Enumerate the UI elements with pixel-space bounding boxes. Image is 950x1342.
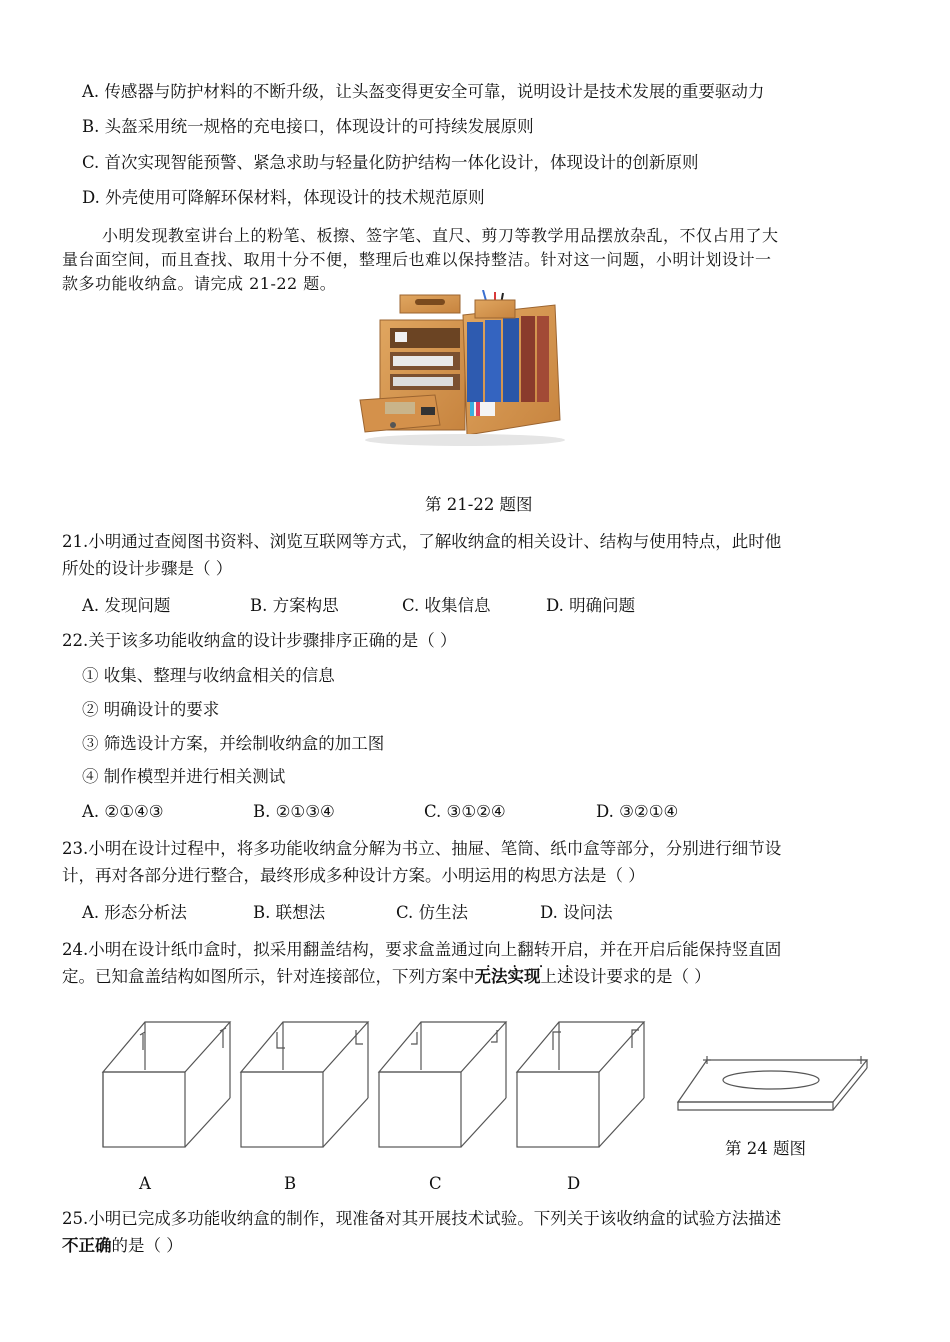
q22-step-2: ② 明确设计的要求 [82, 700, 220, 719]
q23-stem-line-2: 计，再对各部分进行整合，最终形成多种设计方案。小明运用的构思方法是（ ） [62, 866, 645, 885]
q23-stem-line-1: 23.小明在设计过程中，将多功能收纳盒分解为书立、抽屉、笔筒、纸巾盒等部分，分别进行细节设 [62, 839, 782, 858]
q24-stem-line-1 [62, 938, 781, 962]
q25-stem-line-1: 25.小明已完成多功能收纳盒的制作，现准备对其开展技术试验。下列关于该收纳盒的试验方法描述 [62, 1209, 782, 1228]
q23-option-d: D. 设问法 [540, 903, 613, 922]
q22-option-c: C. ③①②④ [424, 802, 506, 821]
q22-step-3: ③ 筛选设计方案，并绘制收纳盒的加工图 [82, 734, 385, 753]
q20-option-a: A. 传感器与防护材料的不断升级，让头盔变得更安全可靠，说明设计是技术发展的重要驱动力 [82, 82, 765, 101]
q23-option-c: C. 仿生法 [396, 903, 469, 922]
intro-line-2: 量台面空间，而且查找、取用十分不便，整理后也难以保持整洁。针对这一问题，小明计划设计一 [62, 250, 772, 269]
intro-line-3: 款多功能收纳盒。请完成 21-22 题。 [62, 274, 337, 293]
q20-option-c: C. 首次实现智能预警、紧急求助与轻量化防护结构一体化设计，体现设计的创新原则 [82, 153, 699, 172]
q24-line1-c: 转开启，并在开启后能保持竖直固 [533, 940, 782, 959]
figure-24-caption: 第 24 题图 [725, 1139, 806, 1158]
figure-24-label-d: D [567, 1174, 581, 1193]
q22-step-1: ① 收集、整理与收纳盒相关的信息 [82, 666, 335, 685]
q23-option-a: A. 形态分析法 [82, 903, 187, 922]
q20-option-b: B. 头盔采用统一规格的充电接口，体现设计的可持续发展原则 [82, 117, 534, 136]
figure-21-22-caption: 第 21-22 题图 [425, 495, 533, 514]
q20-option-d: D. 外壳使用可降解环保材料，体现设计的技术规范原则 [82, 188, 485, 207]
q25-stem-line-2 [62, 1234, 183, 1258]
q24-box-diagrams [95, 1010, 895, 1150]
intro-line-1: 小明发现教室讲台上的粉笔、板擦、签字笔、直尺、剪刀等教学用品摆放杂乱，不仅占用了大 [102, 226, 779, 245]
q24-line2-bold: 无法实现 [474, 967, 541, 986]
q24-stem-line-2 [62, 965, 711, 989]
box-c [379, 1022, 506, 1147]
q24-line2-c: 上述设计要求的是（ ） [540, 967, 711, 986]
q22-option-b: B. ②①③④ [253, 802, 335, 821]
lid-figure [678, 1056, 867, 1110]
q25-line2-rest: 的是（ ） [111, 1236, 183, 1255]
organizer-photo [355, 290, 570, 450]
q21-option-d: D. 明确问题 [546, 596, 636, 615]
q22-step-4: ④ 制作模型并进行相关测试 [82, 767, 286, 786]
q22-stem: 22.关于该多功能收纳盒的设计步骤排序正确的是（ ） [62, 631, 457, 650]
q23-option-b: B. 联想法 [253, 903, 326, 922]
q24-line2-a: 定。已知盒盖结构如图所示，针对连接部位，下列方案中 [62, 967, 475, 986]
q24-line1-a: 24.小明在设计纸巾盒时，拟采用翻盖结构，要求盒盖通过 [62, 940, 485, 959]
q21-option-c: C. 收集信息 [402, 596, 491, 615]
figure-24-label-b: B [284, 1174, 297, 1193]
q22-option-d: D. ③②①④ [596, 802, 679, 821]
q25-bold-text: 不正确 [62, 1236, 112, 1255]
q21-stem-line-2: 所处的设计步骤是（ ） [62, 559, 233, 578]
box-b [241, 1022, 368, 1147]
box-d [517, 1022, 644, 1147]
figure-24-label-a: A [139, 1174, 151, 1193]
box-a [103, 1022, 230, 1147]
q21-option-b: B. 方案构思 [250, 596, 339, 615]
q21-stem-line-1: 21.小明通过查阅图书资料、浏览互联网等方式，了解收纳盒的相关设计、结构与使用特点，此时他 [62, 532, 782, 551]
q21-option-a: A. 发现问题 [82, 596, 171, 615]
q24-line1-emphasis: 向上翻 • • • • [484, 940, 534, 959]
figure-24-label-c: C [429, 1174, 442, 1193]
q22-option-a: A. ②①④③ [82, 802, 164, 821]
